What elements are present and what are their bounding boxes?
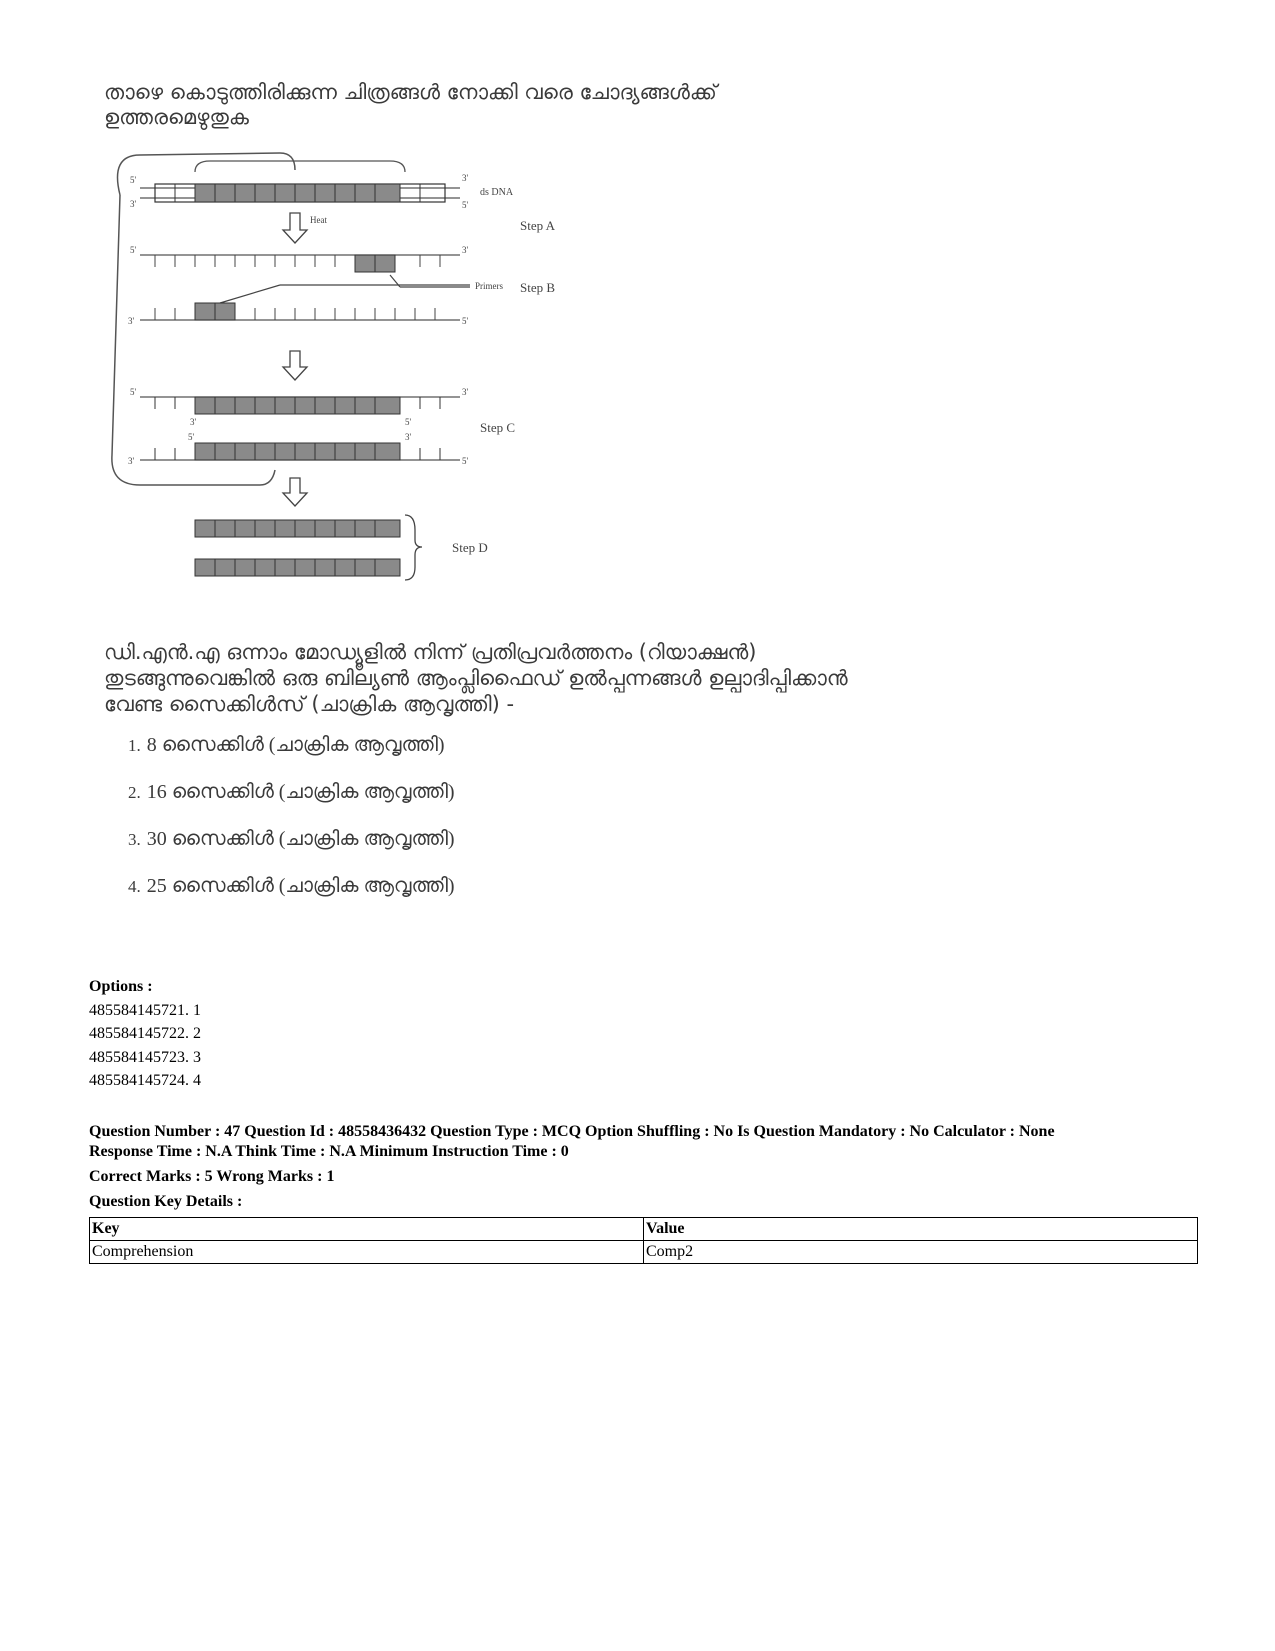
- cell-key: Comprehension: [90, 1241, 644, 1264]
- label-step-a: Step A: [520, 218, 556, 233]
- cell-value: Comp2: [644, 1241, 1198, 1264]
- options-heading: Options :: [89, 978, 153, 995]
- meta-line-1: Question Number : 47 Question Id : 48558436432 Question Type : MCQ Option Shuffling : No Is Question Mandatory : No Calculator : None: [89, 1123, 1055, 1140]
- label-5prime-b: 5': [130, 245, 137, 255]
- header-key: Key: [90, 1218, 644, 1241]
- label-step-c: Step C: [480, 420, 516, 435]
- arrow-down-icon: [283, 213, 307, 243]
- single-strand-bottom: [140, 303, 460, 320]
- label-primers: Primers: [475, 281, 503, 291]
- choice-item: 4. 25 സൈക്കിൾ (ചാക്രിക ആവൃത്തി): [128, 875, 455, 897]
- question-line-2: തുടങ്ങുന്നുവെങ്കിൽ ഒരു ബില്യൺ ആംപ്ലിഫൈഡ് ഉൽപ്പന്നങ്ങൾ ഉല്പാദിപ്പിക്കാൻ: [104, 666, 848, 690]
- options-block: [89, 975, 201, 1093]
- option-item: 485584145722. 2: [89, 1025, 201, 1042]
- arrow-down-icon-3: [283, 478, 307, 506]
- pcr-diagram: [100, 75, 700, 615]
- label-5prime-e2: 5': [462, 456, 469, 466]
- single-strand-top: [140, 255, 460, 272]
- label-step-b: Step B: [520, 280, 556, 295]
- step-c-bottom: [140, 443, 460, 460]
- label-3prime-b: 3': [462, 245, 469, 255]
- header-value: Value: [644, 1218, 1198, 1241]
- label-3prime-d2: 3': [190, 417, 197, 427]
- choice-list: [128, 722, 455, 910]
- label-3prime-e2: 3': [128, 456, 135, 466]
- choice-item: 2. 16 സൈക്കിൾ (ചാക്രിക ആവൃത്തി): [128, 781, 455, 803]
- label-ds-dna: ds DNA: [480, 187, 514, 198]
- key-value-table: [89, 1217, 1198, 1264]
- question-image: [100, 75, 970, 955]
- ds-dna-row: [140, 184, 460, 202]
- label-heat: Heat: [310, 215, 327, 225]
- instruction-line-1: താഴെ കൊടുത്തിരിക്കുന്ന ചിത്രങ്ങൾ നോക്കി വരെ ചോദ്യങ്ങൾക്ക്: [104, 80, 717, 104]
- step-d-products: [195, 515, 422, 580]
- label-3prime-d: 3': [462, 387, 469, 397]
- label-5prime-a: 5': [130, 175, 137, 185]
- option-item: 485584145721. 1: [89, 1001, 201, 1019]
- label-5prime-a2: 5': [462, 200, 469, 210]
- meta-line-2: Response Time : N.A Think Time : N.A Minimum Instruction Time : 0: [89, 1143, 569, 1160]
- choice-item: 1. 8 സൈക്കിൾ (ചാക്രിക ആവൃത്തി): [128, 734, 445, 756]
- step-c-top: [140, 397, 460, 414]
- option-item: 485584145724. 4: [89, 1072, 201, 1089]
- label-3prime-e: 3': [405, 432, 412, 442]
- question-line-3: വേണ്ട സൈക്കിൾസ് (ചാക്രിക ആവൃത്തി) -: [104, 692, 515, 716]
- label-5prime-d2: 5': [405, 417, 412, 427]
- question-line-1: ഡി.എൻ.എ ഒന്നാം മോഡ്യൂളിൽ നിന്ന് പ്രതിപ്രവർത്തനം (റിയാക്ഷൻ): [104, 640, 757, 664]
- arrow-down-icon-2: [283, 351, 307, 380]
- label-3prime-c: 3': [128, 316, 135, 326]
- instruction-line-2: ഉത്തരമെഴുതുക: [104, 105, 249, 129]
- label-5prime-e: 5': [188, 432, 195, 442]
- key-details-heading: Question Key Details :: [89, 1193, 243, 1210]
- marks-line: Correct Marks : 5 Wrong Marks : 1: [89, 1168, 335, 1185]
- table-row: [90, 1241, 1198, 1264]
- label-3prime-a: 3': [130, 199, 137, 209]
- table-header-row: [90, 1218, 1198, 1241]
- option-item: 485584145723. 3: [89, 1048, 201, 1066]
- label-5prime-c: 5': [462, 316, 469, 326]
- question-meta: [89, 1122, 1055, 1212]
- label-3prime-a2: 3': [462, 173, 469, 183]
- label-step-d: Step D: [452, 540, 488, 555]
- choice-item: 3. 30 സൈക്കിൾ (ചാക്രിക ആവൃത്തി): [128, 828, 455, 850]
- label-5prime-d: 5': [130, 387, 137, 397]
